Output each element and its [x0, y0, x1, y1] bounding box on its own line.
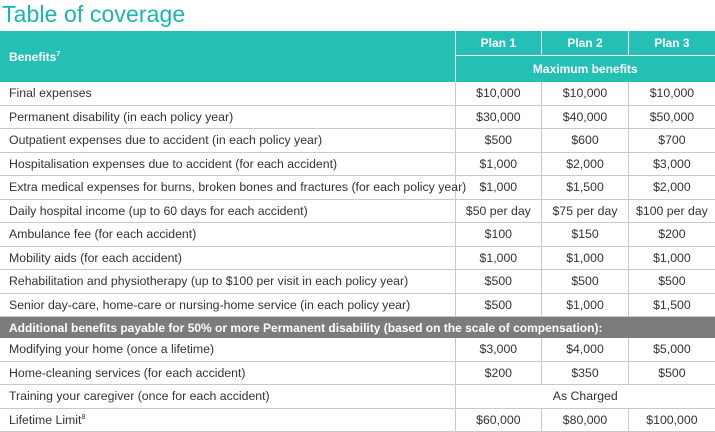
additional-benefits-section-row	[0, 317, 715, 339]
table-row	[0, 361, 715, 385]
benefits-header-label: Benefits	[9, 49, 57, 64]
table-row	[0, 82, 715, 105]
plan-2-value: $150	[542, 223, 629, 247]
plan-3-value: $10,000	[628, 82, 715, 105]
benefit-label: Home-cleaning services (for each accident)	[0, 361, 455, 385]
benefit-label: Modifying your home (once a lifetime)	[0, 338, 455, 361]
plan-1-value: $100	[455, 223, 542, 247]
plan-3-value: $500	[628, 361, 715, 385]
plan-3-value: $1,000	[628, 246, 715, 270]
plan-2-value: $500	[542, 270, 629, 294]
benefit-label	[0, 408, 455, 432]
plan-1-value: $500	[455, 293, 542, 317]
plan-1-value: $200	[455, 361, 542, 385]
benefit-label: Outpatient expenses due to accident (in each policy year)	[0, 129, 455, 153]
plan-1-value: $30,000	[455, 105, 542, 129]
plan-2-value: $80,000	[542, 408, 629, 432]
benefit-label: Permanent disability (in each policy year)	[0, 105, 455, 129]
plan-1-value: $10,000	[455, 82, 542, 105]
plan-1-value: $60,000	[455, 408, 542, 432]
lifetime-limit-label: Lifetime Limit	[9, 412, 82, 427]
benefit-label: Final expenses	[0, 82, 455, 105]
plan-3-value: $100,000	[628, 408, 715, 432]
plan-3-value: $3,000	[628, 152, 715, 176]
additional-benefits-heading: Additional benefits payable for 50% or more Permanent disability (based on the scale of compensation):	[0, 317, 715, 339]
plan-2-header: Plan 2	[542, 31, 629, 56]
page-title: Table of coverage	[2, 1, 186, 27]
plan-1-value: $500	[455, 129, 542, 153]
table-row	[0, 338, 715, 361]
benefit-label: Training your caregiver (once for each accident)	[0, 385, 455, 409]
plan-1-value: $3,000	[455, 338, 542, 361]
coverage-table	[0, 31, 715, 432]
benefit-label: Senior day-care, home-care or nursing-home service (in each policy year)	[0, 293, 455, 317]
table-row	[0, 246, 715, 270]
plan-1-value: $1,000	[455, 152, 542, 176]
benefit-label: Extra medical expenses for burns, broken bones and fractures (for each policy year)	[0, 176, 455, 200]
lifetime-limit-footnote: 8	[81, 413, 86, 421]
plan-3-value: $50,000	[628, 105, 715, 129]
plan-2-value: $1,000	[542, 246, 629, 270]
table-row	[0, 152, 715, 176]
plan-2-value: $1,500	[542, 176, 629, 200]
plan-2-value: $600	[542, 129, 629, 153]
plan-1-header: Plan 1	[455, 31, 542, 56]
plan-3-value: $500	[628, 270, 715, 294]
table-row	[0, 176, 715, 200]
table-row	[0, 385, 715, 409]
plan-1-value: $1,000	[455, 176, 542, 200]
plan-3-value: $200	[628, 223, 715, 247]
benefits-column-header	[0, 31, 455, 82]
plan-2-value: $2,000	[542, 152, 629, 176]
all-plans-value: As Charged	[455, 385, 715, 409]
plan-3-header: Plan 3	[628, 31, 715, 56]
table-row	[0, 105, 715, 129]
maximum-benefits-header: Maximum benefits	[455, 56, 715, 83]
plan-2-value: $350	[542, 361, 629, 385]
plan-3-value: $100 per day	[628, 199, 715, 223]
table-row	[0, 129, 715, 153]
plan-3-value: $700	[628, 129, 715, 153]
table-row	[0, 293, 715, 317]
table-row	[0, 223, 715, 247]
plan-3-value: $1,500	[628, 293, 715, 317]
benefit-label: Mobility aids (for each accident)	[0, 246, 455, 270]
plan-2-value: $10,000	[542, 82, 629, 105]
table-row	[0, 199, 715, 223]
plan-2-value: $1,000	[542, 293, 629, 317]
plan-2-value: $4,000	[542, 338, 629, 361]
table-row	[0, 270, 715, 294]
benefit-label: Ambulance fee (for each accident)	[0, 223, 455, 247]
plan-1-value: $500	[455, 270, 542, 294]
plan-3-value: $5,000	[628, 338, 715, 361]
benefit-label: Rehabilitation and physiotherapy (up to $100 per visit in each policy year)	[0, 270, 455, 294]
benefit-label: Hospitalisation expenses due to accident (for each accident)	[0, 152, 455, 176]
plan-2-value: $75 per day	[542, 199, 629, 223]
benefits-footnote: 7	[56, 50, 61, 58]
plan-1-value: $50 per day	[455, 199, 542, 223]
benefit-label: Daily hospital income (up to 60 days for each accident)	[0, 199, 455, 223]
coverage-table-body	[0, 82, 715, 432]
plan-1-value: $1,000	[455, 246, 542, 270]
plan-3-value: $2,000	[628, 176, 715, 200]
lifetime-limit-row	[0, 408, 715, 432]
plan-2-value: $40,000	[542, 105, 629, 129]
